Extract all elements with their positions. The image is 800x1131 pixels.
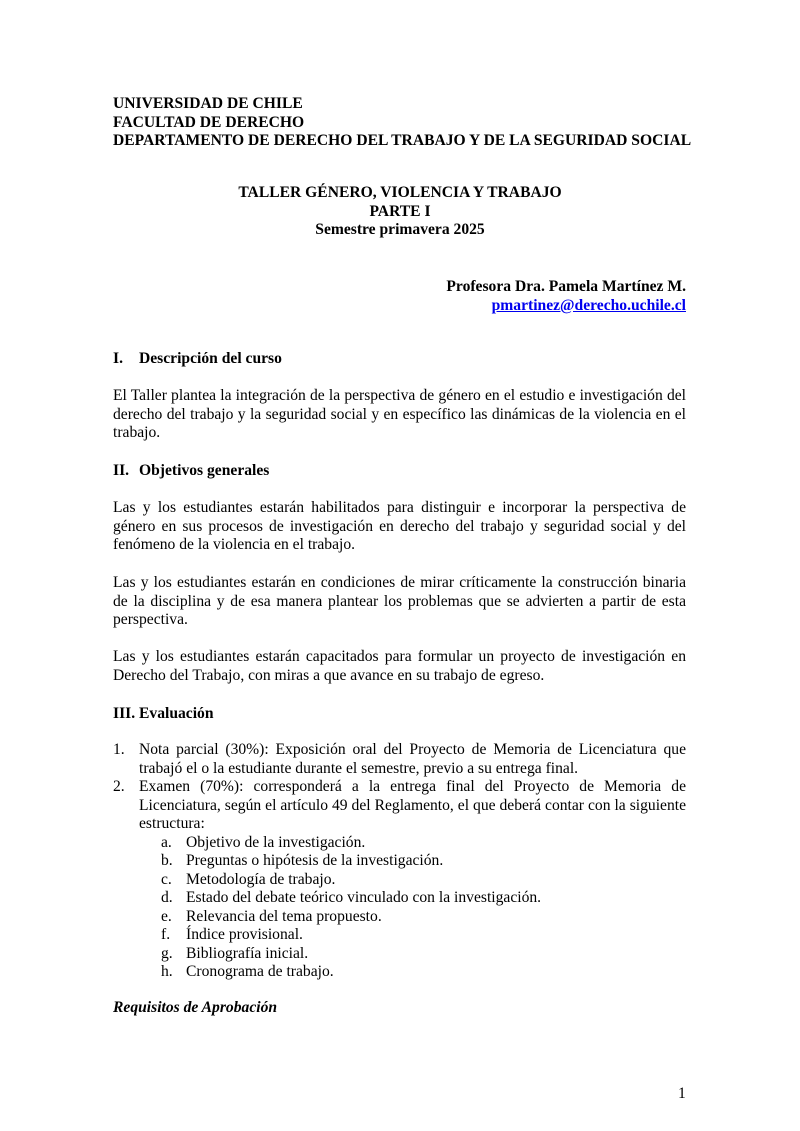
section-title: Objetivos generales: [139, 462, 270, 479]
sublist-letter: g.: [161, 944, 173, 962]
page-number: 1: [678, 1085, 686, 1102]
sublist-text: Objetivo de la investigación.: [186, 833, 366, 851]
sublist-item: [113, 852, 686, 871]
sublist-letter: e.: [161, 907, 172, 925]
section-heading-description: [113, 350, 282, 369]
list-item: [113, 778, 686, 834]
section-heading-objectives: [113, 462, 269, 481]
institution-header: [113, 95, 691, 151]
sublist-letter: c.: [161, 870, 172, 888]
list-item-text: Nota parcial (30%): Exposición oral del Proyecto de Memoria de Licenciatura que trabajó el o la estudiante durante el semestre, previo a su entrega final.: [139, 741, 686, 777]
sublist-item: [113, 834, 686, 853]
sublist-text: Índice provisional.: [186, 926, 303, 943]
structure-sublist: [113, 834, 686, 982]
evaluation-list: [113, 741, 686, 982]
section-title: Descripción del curso: [139, 350, 282, 367]
course-title: TALLER GÉNERO, VIOLENCIA Y TRABAJO: [238, 184, 562, 201]
list-item: [113, 741, 686, 778]
sublist-letter: f.: [161, 926, 171, 943]
sublist-letter: a.: [161, 833, 172, 851]
sublist-text: Cronograma de trabajo.: [186, 963, 334, 980]
section-number: I.: [113, 350, 123, 367]
section-heading-evaluation: [113, 705, 214, 724]
sublist-text: Metodología de trabajo.: [186, 870, 336, 888]
objectives-paragraph-2: Las y los estudiantes estarán en condiciones de mirar críticamente la construcción binaria de la disciplina y de esa manera plantear los problemas que se advierten a partir de esta perspectiva.: [113, 574, 686, 628]
department-name: DEPARTAMENTO DE DERECHO DEL TRABAJO Y DE LA SEGURIDAD SOCIAL: [113, 132, 692, 149]
sublist-text: Bibliografía inicial.: [186, 944, 309, 962]
list-item-text: Examen (70%): corresponderá a la entrega final del Proyecto de Memoria de Licenciatura, según el artículo 49 del Reglamento, el que deberá contar con la siguiente estructura:: [139, 778, 686, 832]
objectives-paragraph-1: Las y los estudiantes estarán habilitados para distinguir e incorporar la perspectiva de género en sus procesos de investigación en derecho del trabajo y seguridad social y del fenómeno de la violencia en el trabajo.: [113, 499, 686, 553]
sublist-letter: b.: [161, 852, 173, 869]
sublist-item: [113, 871, 686, 890]
section-number: III.: [113, 705, 136, 722]
sublist-item: [113, 945, 686, 964]
description-paragraph: El Taller plantea la integración de la perspectiva de género en el estudio e investigación del derecho del trabajo y la seguridad social y en específico las dinámicas de la violencia en el trabajo.: [113, 387, 686, 441]
professor-block: [446, 278, 686, 315]
university-name: UNIVERSIDAD DE CHILE: [113, 95, 303, 112]
sublist-text: Preguntas o hipótesis de la investigación.: [186, 852, 444, 869]
faculty-name: FACULTAD DE DERECHO: [113, 113, 305, 131]
sublist-letter: h.: [161, 963, 173, 980]
sublist-item: [113, 963, 686, 982]
sublist-text: Relevancia del tema propuesto.: [186, 907, 382, 925]
course-title-block: [0, 184, 800, 240]
requirements-heading: Requisitos de Aprobación: [113, 999, 278, 1016]
section-title: Evaluación: [139, 705, 214, 722]
course-part: PARTE I: [369, 202, 431, 220]
professor-email-link[interactable]: pmartinez@derecho.uchile.cl: [491, 296, 686, 314]
list-item-number: 1.: [113, 741, 125, 758]
section-number: II.: [113, 462, 130, 479]
sublist-item: [113, 926, 686, 945]
objectives-paragraph-3: Las y los estudiantes estarán capacitados para formular un proyecto de investigación en Derecho del Trabajo, con miras a que avance en su trabajo de egreso.: [113, 648, 686, 684]
sublist-item: [113, 908, 686, 927]
sublist-letter: d.: [161, 889, 173, 906]
sublist-item: [113, 889, 686, 908]
professor-name: Profesora Dra. Pamela Martínez M.: [446, 278, 686, 295]
course-semester: Semestre primavera 2025: [315, 221, 485, 238]
sublist-text: Estado del debate teórico vinculado con la investigación.: [186, 889, 542, 906]
list-item-number: 2.: [113, 778, 125, 795]
